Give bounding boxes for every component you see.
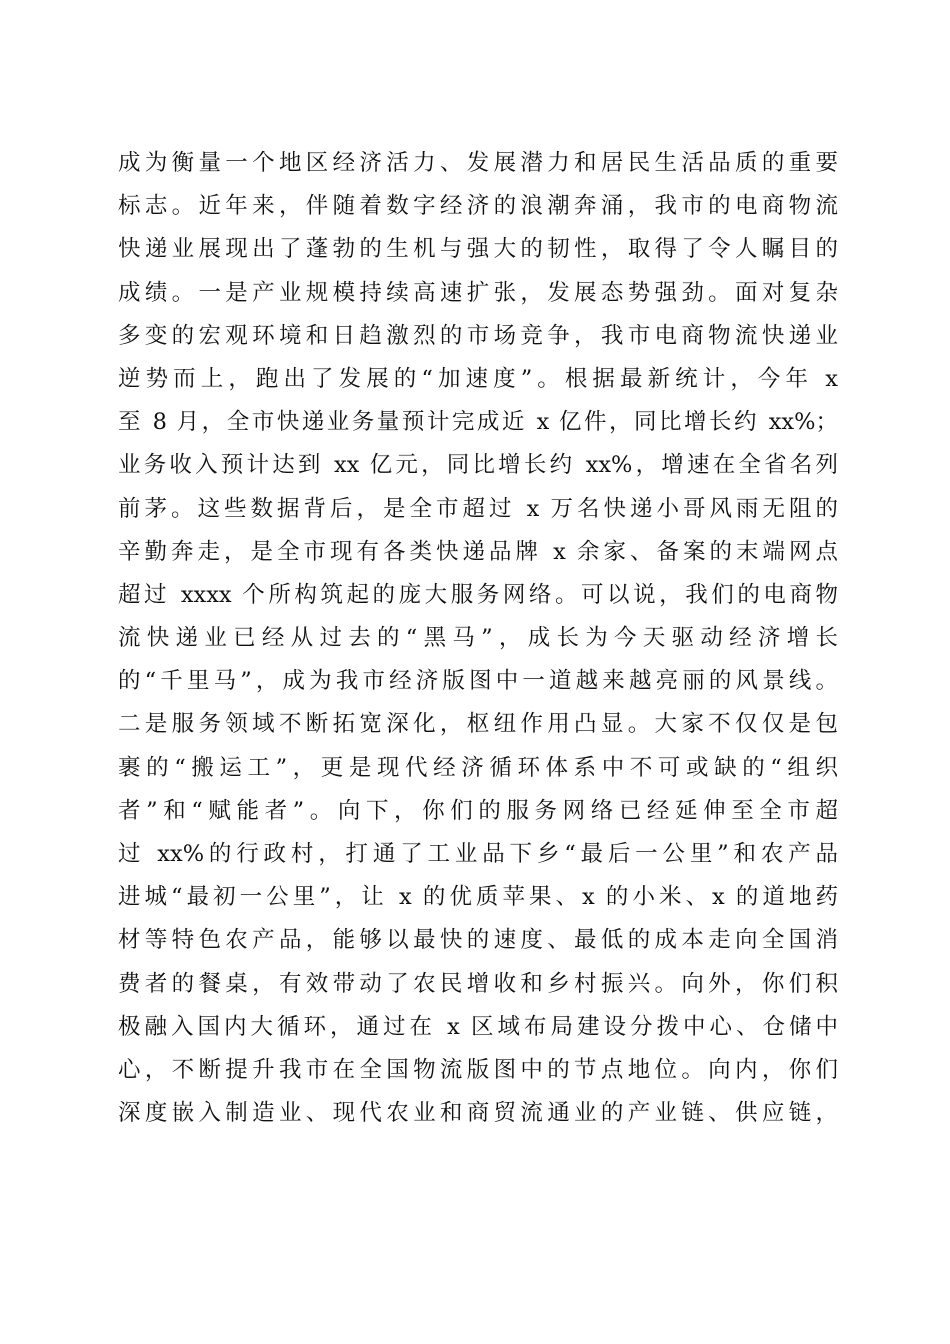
text-line: 业务收入预计达到 xx 亿元，同比增长约 xx%，增速在全省名列 bbox=[118, 452, 838, 479]
text-line: 裹的“搬运工”，更是现代经济循环体系中不可或缺的“组织 bbox=[118, 754, 838, 781]
text-line: 前茅。这些数据背后，是全市超过 x 万名快递小哥风雨无阻的 bbox=[118, 495, 838, 522]
text-line: 者”和“赋能者”。向下，你们的服务网络已经延伸至全市超 bbox=[118, 797, 838, 824]
text-line: 材等特色农产品，能够以最快的速度、最低的成本走向全国消 bbox=[118, 927, 838, 954]
text-line: 标志。近年来，伴随着数字经济的浪潮奔涌，我市的电商物流 bbox=[118, 193, 838, 220]
text-line: 成为衡量一个地区经济活力、发展潜力和居民生活品质的重要 bbox=[118, 150, 838, 176]
text-line: 费者的餐桌，有效带动了农民增收和乡村振兴。向外，你们积 bbox=[118, 970, 838, 997]
text-line: 进城“最初一公里”，让 x 的优质苹果、x 的小米、x 的道地药 bbox=[118, 884, 838, 911]
text-line: 成绩。一是产业规模持续高速扩张，发展态势强劲。面对复杂 bbox=[118, 279, 838, 306]
text-line: 辛勤奔走，是全市现有各类快递品牌 x 余家、备案的末端网点 bbox=[118, 538, 838, 565]
text-line: 流快递业已经从过去的“黑马”，成长为今天驱动经济增长 bbox=[118, 625, 838, 652]
text-line: 心，不断提升我市在全国物流版图中的节点地位。向内，你们 bbox=[118, 1056, 838, 1083]
body-paragraph bbox=[118, 142, 838, 1135]
text-line: 极融入国内大循环，通过在 x 区域布局建设分拨中心、仓储中 bbox=[118, 1013, 838, 1040]
text-line: 过 xx%的行政村，打通了工业品下乡“最后一公里”和农产品 bbox=[118, 841, 838, 867]
text-line: 多变的宏观环境和日趋激烈的市场竞争，我市电商物流快递业 bbox=[118, 322, 838, 349]
text-line: 二是服务领域不断拓宽深化，枢纽作用凸显。大家不仅仅是包 bbox=[118, 711, 838, 738]
text-line: 深度嵌入制造业、现代农业和商贸流通业的产业链、供应链， bbox=[118, 1100, 838, 1127]
text-line: 超过 xxxx 个所构筑起的庞大服务网络。可以说，我们的电商物 bbox=[118, 581, 838, 608]
text-line: 快递业展现出了蓬勃的生机与强大的韧性，取得了令人瞩目的 bbox=[118, 236, 838, 263]
text-line: 逆势而上，跑出了发展的“加速度”。根据最新统计，今年 x bbox=[118, 365, 838, 392]
text-line: 的“千里马”，成为我市经济版图中一道越来越亮丽的风景线。 bbox=[118, 668, 838, 695]
text-line: 至 8 月，全市快递业务量预计完成近 x 亿件，同比增长约 xx%； bbox=[118, 409, 838, 436]
